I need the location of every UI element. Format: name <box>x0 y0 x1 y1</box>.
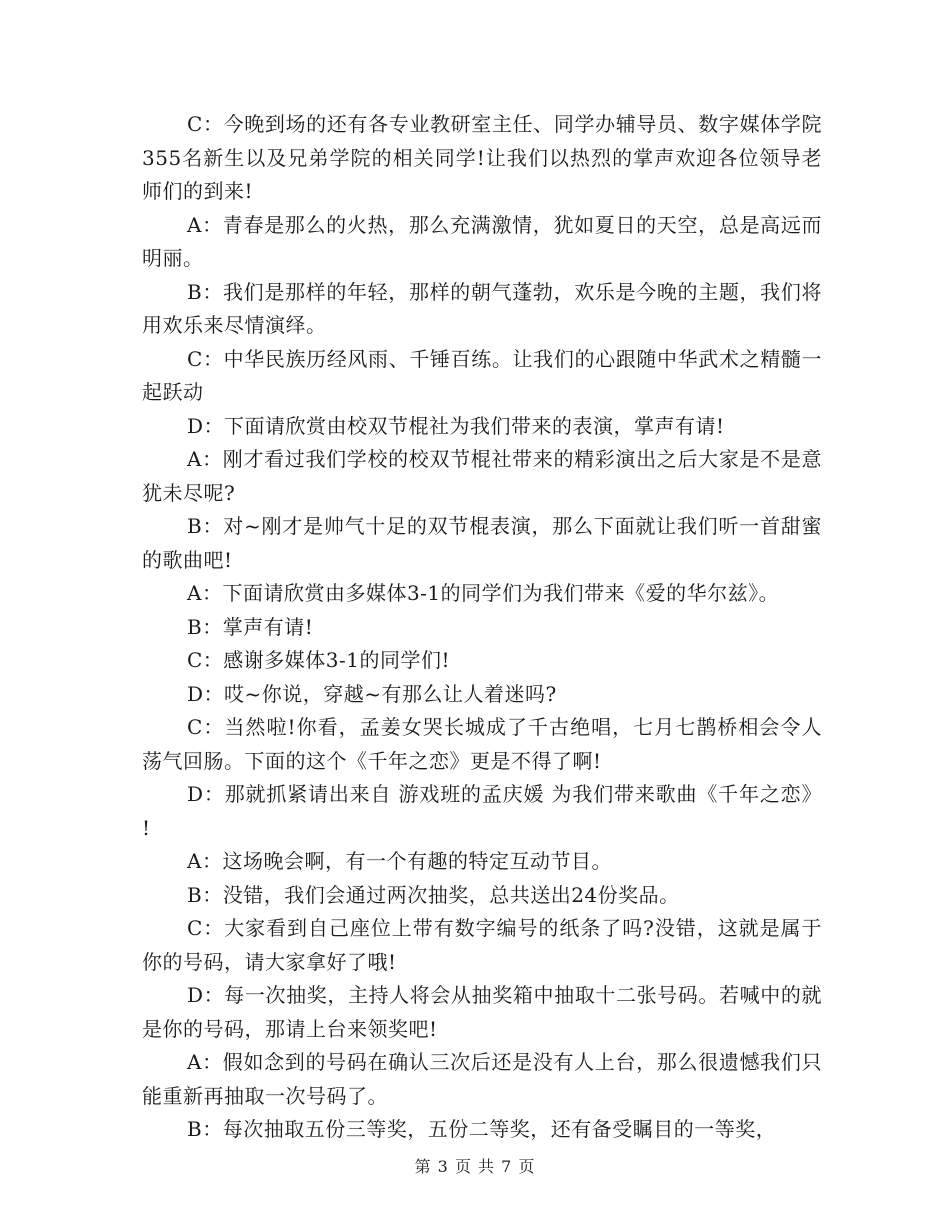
paragraph: B：掌声有请! <box>187 614 314 639</box>
paragraph: D：每一次抽奖，主持人将会从抽奖箱中抽取十二张号码。若喊中的就是你的号码，那请上台来领奖吧! <box>142 983 822 1041</box>
paragraph: C：今晚到场的还有各专业教研室主任、同学办辅导员、数字媒体学院355名新生以及兄弟学院的相关同学!让我们以热烈的掌声欢迎各位领导老师们的到来! <box>142 112 822 203</box>
paragraph: C：中华民族历经风雨、千锤百练。让我们的心跟随中华武术之精髓一起跃动 <box>142 346 822 404</box>
paragraph: A：下面请欣赏由多媒体3-1的同学们为我们带来《爱的华尔兹》。 <box>187 581 780 605</box>
paragraph: A：刚才看过我们学校的校双节棍社带来的精彩演出之后大家是不是意犹未尽呢? <box>142 447 822 505</box>
paragraph: B：我们是那样的年轻，那样的朝气蓬勃，欢乐是今晚的主题，我们将用欢乐来尽情演绎。 <box>142 279 822 337</box>
document-body <box>142 108 822 1147</box>
paragraph: A：假如念到的号码在确认三次后还是没有人上台，那么很遗憾我们只能重新再抽取一次号码了。 <box>142 1050 822 1108</box>
paragraph: B：对~刚才是帅气十足的双节棍表演，那么下面就让我们听一首甜蜜的歌曲吧! <box>142 514 822 572</box>
paragraph: C：感谢多媒体3-1的同学们! <box>187 648 451 672</box>
paragraph: D：下面请欣赏由校双节棍社为我们带来的表演，掌声有请! <box>187 413 725 438</box>
paragraph: B：没错，我们会通过两次抽奖，总共送出24份奖品。 <box>187 882 680 907</box>
page-number-footer: 第 3 页 共 7 页 <box>414 1157 536 1176</box>
paragraph: C：大家看到自己座位上带有数字编号的纸条了吗?没错，这就是属于你的号码，请大家拿好了哦! <box>142 916 822 974</box>
paragraph: D：哎~你说，穿越~有那么让人着迷吗? <box>187 681 557 706</box>
paragraph: D：那就抓紧请出来自 游戏班的孟庆媛 为我们带来歌曲《千年之恋》 ! <box>142 782 822 840</box>
paragraph: A：青春是那么的火热，那么充满激情，犹如夏日的天空，总是高远而明丽。 <box>142 212 822 270</box>
paragraph: A：这场晚会啊，有一个有趣的特定互动节目。 <box>187 849 612 873</box>
paragraph: C：当然啦!你看，孟姜女哭长城成了千古绝唱，七月七鹊桥相会令人荡气回肠。下面的这个《千年之恋》更是不得了啊! <box>142 715 822 773</box>
paragraph: B：每次抽取五份三等奖，五份二等奖，还有备受瞩目的一等奖， <box>187 1117 777 1141</box>
